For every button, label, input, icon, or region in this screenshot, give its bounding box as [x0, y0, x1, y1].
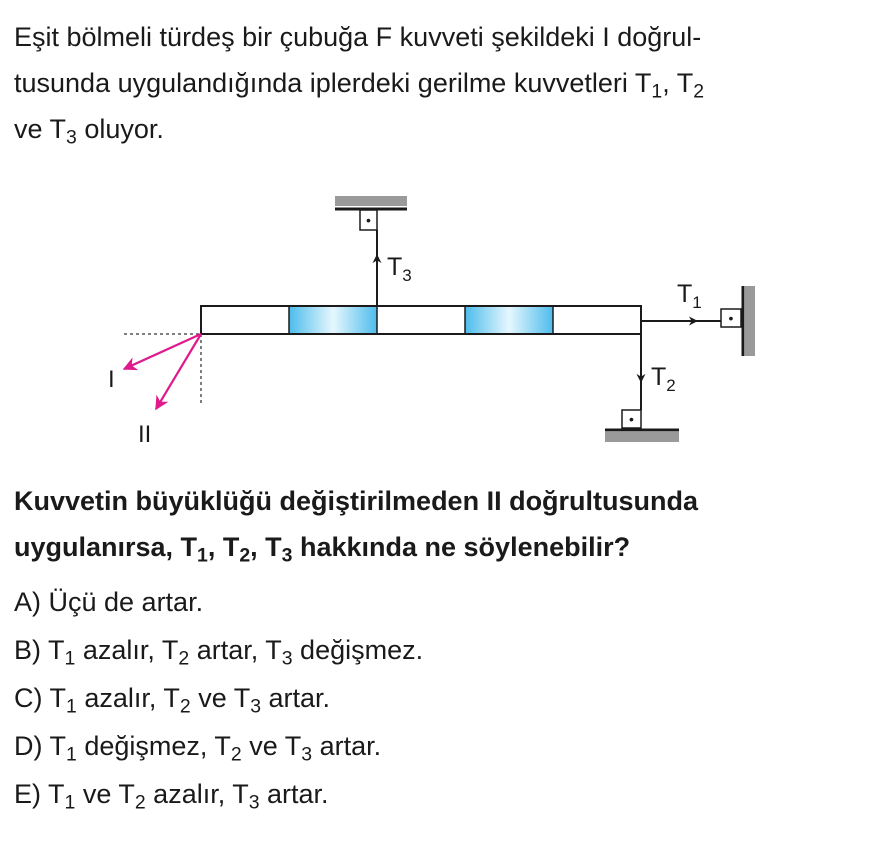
option-text: değişmez, T [76, 731, 231, 761]
option-subscript: 3 [301, 743, 313, 766]
option-subscript: 3 [250, 695, 262, 718]
option-text: ve T [190, 683, 251, 713]
right-right-angle-dot: • [728, 310, 734, 326]
top-right-angle-dot: • [366, 212, 371, 228]
option-text: ve T [241, 731, 302, 761]
intro-line-3-text-b: oluyor. [76, 114, 164, 144]
option-text: azalır, T [75, 635, 179, 665]
option-d[interactable] [14, 722, 423, 770]
question-line-2-text-d: hakkında ne söylenebilir? [292, 532, 631, 562]
right-wall-hatch [745, 286, 755, 356]
question-subscript-3: 3 [281, 544, 293, 567]
intro-line-3-text-a: ve T [14, 114, 67, 144]
option-c[interactable] [14, 674, 423, 722]
intro-paragraph [14, 14, 874, 152]
force-direction-II-label: II [138, 421, 152, 448]
option-subscript: 1 [66, 695, 77, 718]
right-wall-support [721, 286, 755, 356]
question-line-2-text-a: uygulanırsa, T [14, 532, 198, 562]
option-text: T [42, 731, 67, 761]
option-subscript: 1 [66, 743, 77, 766]
option-text: artar. [259, 779, 329, 809]
intro-line-2 [14, 60, 874, 106]
rod-diagram [0, 180, 883, 455]
option-text: azalır, T [76, 683, 180, 713]
rod-segment-shaded-1 [289, 307, 377, 333]
option-text: T [41, 635, 65, 665]
bottom-right-angle-dot: • [629, 411, 634, 427]
question-line-1: Kuvvetin büyüklüğü değiştirilmeden II doğrultusunda [14, 486, 699, 516]
option-subscript: 2 [230, 743, 242, 766]
force-direction-I-label: I [108, 366, 115, 393]
option-subscript: 2 [179, 695, 191, 718]
t2-label: $T_2$ [651, 363, 676, 395]
question-line-2-text-b: , T [207, 532, 240, 562]
answer-options [14, 578, 423, 818]
intro-line-1: Eşit bölmeli türdeş bir çubuğa F kuvveti şekildeki I doğrul- [14, 22, 702, 52]
question-stem [14, 478, 874, 570]
intro-line-2-text-a: tusunda uygulandığında iplerdeki gerilme kuvvetleri T [14, 68, 652, 98]
intro-subscript-1: 1 [651, 80, 663, 103]
option-letter: E) [14, 779, 41, 809]
option-subscript: 2 [134, 791, 146, 814]
rod [201, 306, 641, 334]
rod-segment-shaded-2 [465, 307, 553, 333]
option-text: azalır, T [145, 779, 249, 809]
option-text: artar. [261, 683, 331, 713]
option-subscript: 3 [248, 791, 260, 814]
option-text: T [42, 683, 67, 713]
option-subscript: 2 [178, 647, 190, 670]
intro-subscript-2: 2 [693, 80, 705, 103]
option-text: değişmez. [292, 635, 424, 665]
intro-line-3 [14, 106, 874, 152]
option-letter: B) [14, 635, 41, 665]
intro-line-2-text-b: , T [662, 68, 694, 98]
option-subscript: 3 [281, 647, 293, 670]
option-e[interactable] [14, 770, 423, 818]
t1-label: $T_1$ [677, 280, 702, 312]
option-subscript: 1 [64, 647, 76, 670]
option-text: Üçü de artar. [41, 587, 204, 617]
option-letter: A) [14, 587, 41, 617]
question-subscript-1: 1 [197, 544, 208, 567]
top-support [335, 196, 407, 230]
top-ceiling-hatch [335, 196, 407, 206]
question-subscript-2: 2 [239, 544, 251, 567]
intro-subscript-3: 3 [66, 126, 77, 149]
bottom-support [605, 410, 679, 442]
option-text: artar. [312, 731, 382, 761]
option-text: ve T [75, 779, 135, 809]
question-line-2 [14, 524, 874, 570]
option-letter: D) [14, 731, 43, 761]
option-subscript: 1 [64, 791, 76, 814]
option-text: T [41, 779, 65, 809]
t3-label: $T_3$ [387, 253, 412, 285]
option-letter: C) [14, 683, 43, 713]
rod-outline [201, 306, 641, 334]
option-a[interactable] [14, 578, 423, 626]
option-b[interactable] [14, 626, 423, 674]
option-text: artar, T [189, 635, 282, 665]
bottom-floor-hatch [605, 432, 679, 442]
question-line-2-text-c: , T [250, 532, 282, 562]
